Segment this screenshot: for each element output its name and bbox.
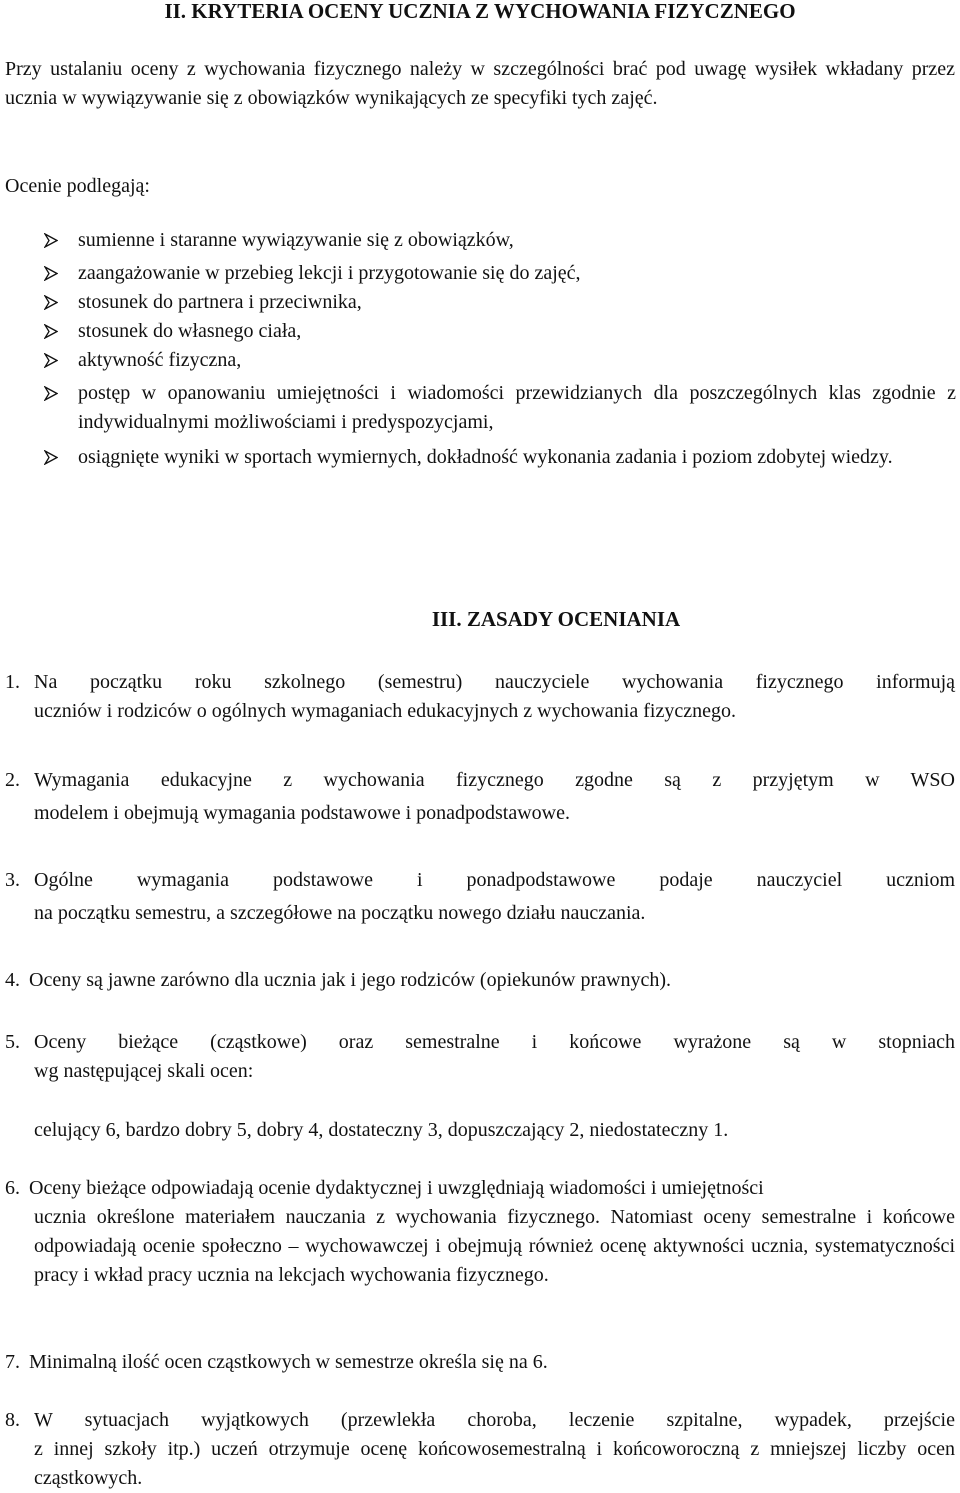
criteria-text: aktywność fizyczna, — [78, 349, 242, 371]
criteria-text: sumienne i staranne wywiązywanie się z obowiązków, — [78, 229, 514, 251]
criteria-list — [44, 226, 956, 474]
rule-item-8 — [5, 1406, 955, 1493]
rule-number: 4. — [5, 969, 20, 991]
criteria-text: postęp w opanowaniu umiejętności i wiadomości przewidzianych dla poszczególnych klas zgodnie z indywidualnymi możliwościami i predyspozycjami, — [78, 382, 956, 433]
rule-first-line — [5, 966, 955, 995]
rule-first-line — [5, 1174, 955, 1203]
rule-text: Wymagania edukacyjne z wychowania fizycznego zgodne są z przyjętym w WSO — [34, 769, 955, 791]
rule-continuation: z innej szkoły itp.) uczeń otrzymuje ocenę końcowosemestralną i końcoworoczną z mniejszej liczby ocen cząstkowych. — [34, 1438, 955, 1489]
arrow-bullet-icon — [44, 324, 58, 339]
rule-text: Minimalną ilość ocen cząstkowych w semestrze określa się na 6. — [29, 1351, 548, 1373]
arrow-bullet-icon — [44, 353, 58, 368]
criteria-item — [44, 226, 956, 255]
rule-number: 1. — [5, 671, 20, 693]
criteria-item — [44, 379, 956, 437]
rule-number: 2. — [5, 769, 20, 791]
rule-number: 5. — [5, 1031, 20, 1053]
criteria-item — [44, 259, 956, 288]
rule-number: 6. — [5, 1177, 20, 1199]
rule-continuation: uczniów i rodziców o ogólnych wymaganiach edukacyjnych z wychowania fizycznego. — [34, 700, 736, 722]
rule-text: Oceny bieżące (cząstkowe) oraz semestralne i końcowe wyrażone są w stopniach — [34, 1031, 955, 1053]
section-ii-title: II. KRYTERIA OCENY UCZNIA Z WYCHOWANIA FIZYCZNEGO — [164, 0, 796, 23]
rule-first-line — [5, 866, 955, 895]
criteria-text: stosunek do własnego ciała, — [78, 320, 302, 342]
criteria-item — [44, 441, 956, 474]
rule-number: 8. — [5, 1409, 20, 1431]
rule-first-line — [5, 668, 955, 697]
section-iii-title: III. ZASADY OCENIANIA — [431, 607, 681, 631]
criteria-text: zaangażowanie w przebieg lekcji i przygotowanie się do zajęć, — [78, 262, 581, 284]
rule-first-line — [5, 1028, 955, 1057]
rule-item-3 — [5, 866, 955, 928]
rule-text: Oceny są jawne zarówno dla ucznia jak i jego rodziców (opiekunów prawnych). — [29, 969, 671, 991]
criteria-lead: Ocenie podlegają: — [5, 175, 150, 197]
rule-item-1 — [5, 668, 955, 726]
arrow-bullet-icon — [44, 233, 58, 248]
rule-number: 7. — [5, 1351, 20, 1373]
rule-continuation: wg następującej skali ocen: — [34, 1060, 254, 1082]
rule-item-7 — [5, 1348, 955, 1377]
arrow-bullet-icon — [44, 450, 58, 465]
rule-first-line — [5, 1406, 955, 1435]
intro-paragraph: Przy ustalaniu oceny z wychowania fizycznego należy w szczególności brać pod uwagę wysiłek wkładany przez ucznia w wywiązywanie się z obowiązków wynikających ze specyfiki tych zajęć. — [5, 58, 955, 109]
criteria-item — [44, 317, 956, 346]
rule-first-line — [5, 766, 955, 795]
criteria-text: stosunek do partnera i przeciwnika, — [78, 291, 362, 313]
criteria-item — [44, 288, 956, 317]
criteria-item — [44, 346, 956, 375]
rule-text: Oceny bieżące odpowiadają ocenie dydaktycznej i uwzględniają wiadomości i umiejętności — [29, 1177, 764, 1199]
rule-continuation: ucznia określone materiałem nauczania z wychowania fizycznego. Natomiast oceny semestralne i końcowe odpowiadają ocenie społeczno – wychowawczej i obejmują również ocenę aktywności ucznia, systematyczności pracy i wkład pracy ucznia na lekcjach wychowania fizycznego. — [34, 1206, 955, 1286]
grade-scale: celujący 6, bardzo dobry 5, dobry 4, dostateczny 3, dopuszczający 2, niedostateczny 1. — [34, 1119, 729, 1141]
rule-first-line — [5, 1348, 955, 1377]
rule-item-4 — [5, 966, 955, 995]
criteria-text: osiągnięte wyniki w sportach wymiernych, dokładność wykonania zadania i poziom zdobytej wiedzy. — [78, 446, 893, 468]
arrow-bullet-icon — [44, 266, 58, 281]
rule-item-2 — [5, 766, 955, 828]
arrow-bullet-icon — [44, 295, 58, 310]
arrow-bullet-icon — [44, 386, 58, 401]
rule-item-5 — [5, 1028, 955, 1086]
rule-text: W sytuacjach wyjątkowych (przewlekła choroba, leczenie szpitalne, wypadek, przejście — [34, 1409, 955, 1431]
rule-item-6 — [5, 1174, 955, 1290]
rule-continuation: modelem i obejmują wymagania podstawowe i ponadpodstawowe. — [34, 802, 570, 824]
rule-text: Ogólne wymagania podstawowe i ponadpodstawowe podaje nauczyciel uczniom — [34, 869, 955, 891]
rule-continuation: na początku semestru, a szczegółowe na początku nowego działu nauczania. — [34, 902, 646, 924]
rule-number: 3. — [5, 869, 20, 891]
rule-text: Na początku roku szkolnego (semestru) nauczyciele wychowania fizycznego informują — [34, 671, 955, 693]
